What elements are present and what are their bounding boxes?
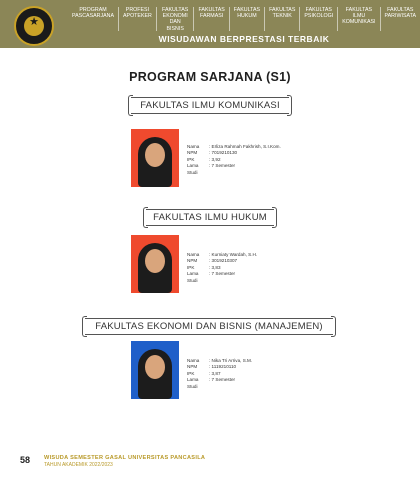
graduate-photo <box>131 341 179 399</box>
nav-pariwisata[interactable]: FAKULTAS PARIWISATA <box>380 7 420 31</box>
nav-farmasi[interactable]: FAKULTAS FARMASI <box>193 7 228 31</box>
face-icon <box>145 249 165 273</box>
info-value: : 7 Semester <box>209 377 236 383</box>
graduate-photo <box>131 129 179 187</box>
info-label: Nama <box>187 144 200 149</box>
program-title: PROGRAM SARJANA (S1) <box>129 70 291 84</box>
info-value: : 7 Semester <box>209 163 236 169</box>
info-value: : 3,83 <box>209 264 221 270</box>
info-row <box>187 163 281 176</box>
info-label: IPK <box>187 370 195 376</box>
face-icon <box>145 143 165 167</box>
nav-hukum[interactable]: FAKULTAS HUKUM <box>229 7 264 31</box>
footer-subtitle: TAHUN AKADEMIK 2022/2023 <box>44 462 113 468</box>
page-number: 58 <box>20 455 31 465</box>
info-value: : 1119210110 <box>209 364 237 370</box>
nav-pascasarjana[interactable]: PROGRAM PASCASARJANA <box>72 7 114 20</box>
page-subtitle: WISUDAWAN BERPRESTASI TERBAIK <box>158 34 330 44</box>
info-label: Nama <box>187 252 200 257</box>
university-logo <box>14 6 54 46</box>
info-value: : 7 Semester <box>209 271 236 277</box>
info-label: NPM <box>187 258 198 264</box>
info-value: : 3,87 <box>209 370 221 376</box>
graduate-info <box>187 252 257 284</box>
info-value: : Kurniaty Wardah, S.H. <box>209 252 258 257</box>
face-icon <box>145 355 165 379</box>
faculty-heading: FAKULTAS EKONOMI DAN BISNIS (MANAJEMEN) <box>85 318 333 335</box>
footer-title: WISUDA SEMESTER GASAL UNIVERSITAS PANCASILA <box>44 455 206 461</box>
info-row <box>187 271 257 284</box>
nav-apoteker[interactable]: PROFESI APOTEKER <box>118 7 156 31</box>
info-label: Lama Studi <box>187 377 199 389</box>
info-label: IPK <box>187 264 195 270</box>
header-bar <box>0 0 420 48</box>
info-label: Nama <box>187 358 200 363</box>
graduate-photo <box>131 235 179 293</box>
graduate-info <box>187 144 281 176</box>
info-label: NPM <box>187 150 198 156</box>
faculty-heading: FAKULTAS ILMU KOMUNIKASI <box>131 97 289 114</box>
nav-ilmu-komunikasi[interactable]: FAKULTAS ILMU KOMUNIKASI <box>337 7 379 31</box>
info-label: Lama Studi <box>187 163 199 175</box>
logo-star-icon: ★ <box>29 16 39 28</box>
info-label: IPK <box>187 156 195 162</box>
graduate-info <box>187 358 252 390</box>
info-value: : 3019210307 <box>209 258 238 264</box>
info-value: : 7019210130 <box>209 150 238 156</box>
nav-ekonomi[interactable]: FAKULTAS EKONOMI DAN BISNIS <box>156 7 194 31</box>
info-label: NPM <box>187 364 198 370</box>
nav-psikologi[interactable]: FAKULTAS PSIKOLOGI <box>299 7 337 31</box>
info-row <box>187 377 252 390</box>
info-value: : 3,92 <box>209 156 221 162</box>
faculty-nav <box>68 7 420 31</box>
info-value: : Erliza Rahmah Fakhrish, S.I.Kom. <box>209 144 281 149</box>
info-label: Lama Studi <box>187 271 199 283</box>
info-value: : Nika Tri Arriva, S.M. <box>209 358 253 363</box>
nav-teknik[interactable]: FAKULTAS TEKNIK <box>264 7 299 31</box>
faculty-heading: FAKULTAS ILMU HUKUM <box>146 209 274 226</box>
